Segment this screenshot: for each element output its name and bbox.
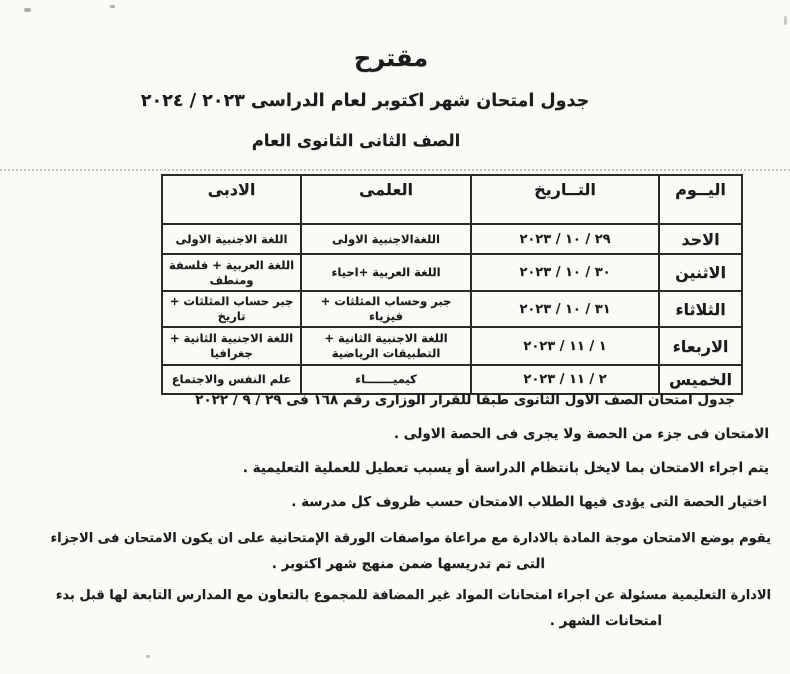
scan-speck [110,5,115,8]
page-grade-line: الصف الثانى الثانوى العام [251,131,461,150]
header-scientific: العلمى [301,175,471,224]
date-cell: ٣١ / ١٠ / ٢٠٢٣ [471,291,659,327]
date-cell: ٢٩ / ١٠ / ٢٠٢٣ [471,224,659,254]
note-exam-setting-line2: التى تم تدريسها ضمن منهج شهر اكتوبر . [271,556,545,572]
scientific-cell: اللغة الاجنبية الثانية + التطبيقات الرياضية [301,327,471,365]
scan-dotted-line [0,169,790,171]
literary-cell: جبر حساب المثلثات + تاريخ [162,291,301,327]
scientific-cell: جبر وحساب المثلثات + فيزياء [301,291,471,327]
header-literary: الادبى [162,175,301,224]
page-title: مقترح [353,44,429,72]
scan-speck [784,16,787,25]
day-cell: الاثنين [659,254,742,291]
scientific-cell: اللغة العربية +احياء [301,254,471,291]
table-row-thursday [162,365,742,394]
note-no-disruption-rule: يتم اجراء الامتحان بما لايخل بانتظام الدراسة أو يسبب تعطيل للعملية التعليمية . [242,460,769,476]
table-row-tuesday [162,291,742,327]
note-admin-responsibility-line2: امتحانات الشهر . [549,613,662,629]
literary-cell: اللغة الاجنبية الاولى [162,224,301,254]
day-cell: الخميس [659,365,742,394]
note-session-choice-rule: اختيار الحصة التى يؤدى فيها الطلاب الامتحان حسب ظروف كل مدرسة . [291,494,767,510]
header-date: التــاريخ [471,175,659,224]
date-cell: ٢ / ١١ / ٢٠٢٣ [471,365,659,394]
header-day: اليــوم [659,175,742,224]
scan-speck [146,655,150,658]
date-cell: ١ / ١١ / ٢٠٢٣ [471,327,659,365]
literary-cell: علم النفس والاجتماع [162,365,301,394]
literary-cell: اللغة العربية + فلسفة ومنطف [162,254,301,291]
note-admin-responsibility-line1: الادارة التعليمية مسئولة عن اجراء امتحانات المواد غير المضافة للمجموع بالتعاون مع المدارس التابعة لها قبل بدء [55,588,771,603]
exam-schedule-table [161,174,743,395]
table-header-row [162,175,742,224]
literary-cell: اللغة الاجنبية الثانية + جغرافيا [162,327,301,365]
table-row-monday [162,254,742,291]
table-row-wednesday [162,327,742,365]
day-cell: الاحد [659,224,742,254]
scan-speck [24,8,31,12]
table-row-sunday [162,224,742,254]
note-decree-reference: جدول امتحان الصف الاول الثانوى طبقا للقرار الوزارى رقم ١٦٨ فى ٢٩ / ٩ / ٢٠٢٢ [195,392,735,408]
scientific-cell: اللغةالاجنبية الاولى [301,224,471,254]
page-subtitle: جدول امتحان شهر اكتوبر لعام الدراسى ٢٠٢٣ / ٢٠٢٤ [140,91,590,111]
day-cell: الثلاثاء [659,291,742,327]
date-cell: ٣٠ / ١٠ / ٢٠٢٣ [471,254,659,291]
scientific-cell: كيميـــــــاء [301,365,471,394]
note-exam-session-rule: الامتحان فى جزء من الحصة ولا يجرى فى الحصة الاولى . [393,426,769,442]
note-exam-setting-line1: يقوم بوضع الامتحان موجة المادة بالادارة مع مراعاة مواصفات الورقة الإمتحانية على ان يكون الامتحان فى الاجزاء [50,531,771,546]
day-cell: الاربعاء [659,327,742,365]
